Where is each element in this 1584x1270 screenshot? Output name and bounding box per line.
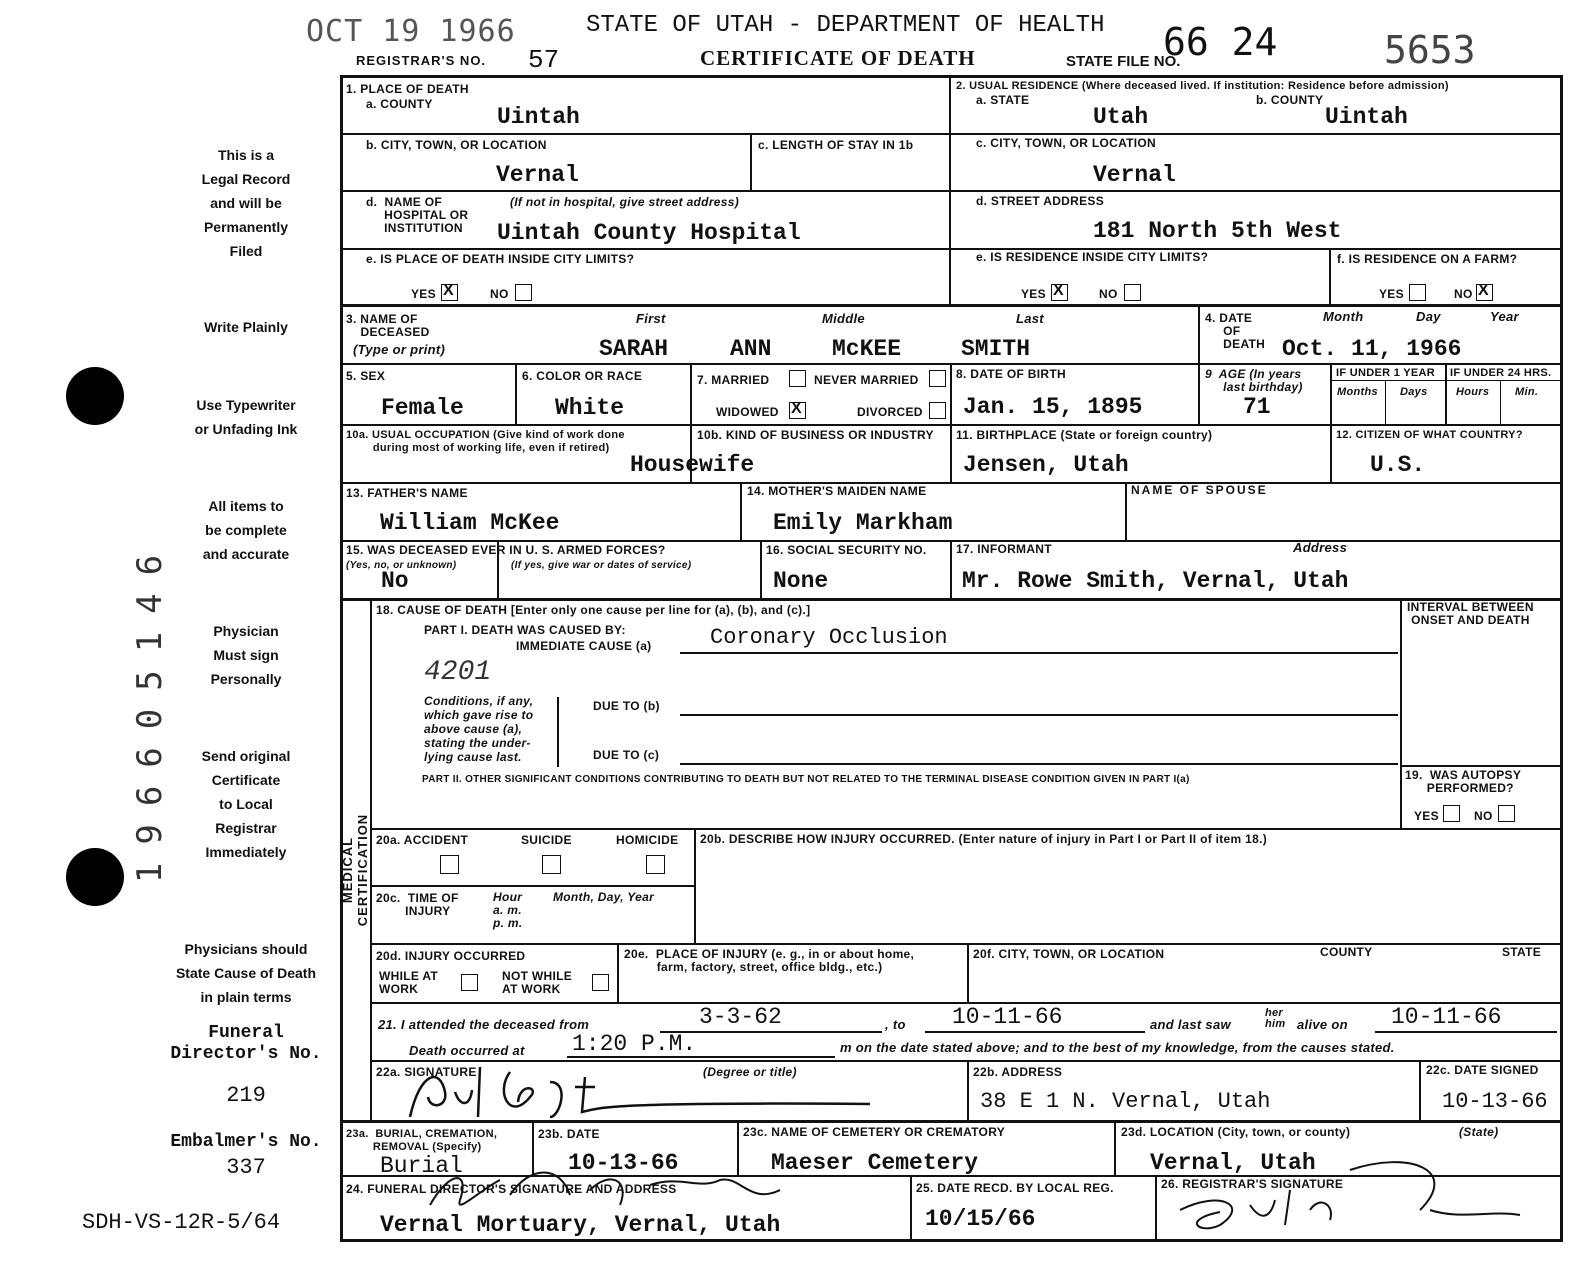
value-birthplace: Jensen, Utah [963,452,1129,478]
label-res-state: a. STATE [976,93,1030,107]
value-funeral-home: Vernal Mortuary, Vernal, Utah [380,1212,781,1238]
value-res-city: Vernal [1093,162,1176,188]
label-armed-forces: 15. WAS DECEASED EVER IN U. S. ARMED FORCES? [346,543,666,557]
label-due-b: DUE TO (b) [593,699,660,713]
value-date-recd: 10/15/66 [925,1206,1036,1232]
value-alive-on: 10-11-66 [1391,1004,1502,1030]
label-res-county: b. COUNTY [1256,93,1324,107]
value-middle-name-1: ANN [730,336,772,362]
checkbox-married[interactable] [789,370,806,387]
checkbox-never-married[interactable] [929,370,946,387]
registrar-no: 57 [528,45,560,75]
label-her-him: her him [1265,1007,1286,1030]
value-father: William McKee [380,510,560,536]
checkbox-homicide[interactable] [646,855,665,874]
value-location: Vernal, Utah [1150,1150,1316,1176]
value-dob: Jan. 15, 1895 [963,394,1143,420]
value-race: White [555,395,625,421]
label-usual-residence: 2. USUAL RESIDENCE (Where deceased lived. If institution: Residence before admission) [956,80,1449,92]
label-cemetery: 23c. NAME OF CEMETERY OR CREMATORY [743,1125,1006,1139]
label-death-occurred: Death occurred at [409,1043,525,1058]
label-day: Day [1416,309,1441,324]
label-name-deceased: 3. NAME OF DECEASED [346,312,430,339]
label-days: Days [1400,386,1428,398]
label-year: Year [1490,309,1519,324]
label-time-of-injury: 20c. TIME OF INJURY [376,891,459,918]
value-informant: Mr. Rowe Smith, Vernal, Utah [962,568,1349,594]
label-married: 7. MARRIED [697,373,770,387]
label-part2: PART II. OTHER SIGNIFICANT CONDITIONS CONTRIBUTING TO DEATH BUT NOT RELATED TO THE TERMINAL DISEASE CONDITION GIVEN IN PART I(a) [422,774,1190,785]
side-embalmer-label: Embalmer's No. [170,1132,322,1152]
label-last: Last [1016,311,1044,326]
label-armed-note-1: (Yes, no, or unknown) [346,560,457,571]
checkbox-suicide[interactable] [542,855,561,874]
state-department: STATE OF UTAH - DEPARTMENT OF HEALTH [586,12,1105,39]
label-injury-city: 20f. CITY, TOWN, OR LOCATION [973,947,1165,961]
label-father: 13. FATHER'S NAME [346,486,468,500]
side-write-plainly: Write Plainly [204,319,288,335]
label-autopsy-no: NO [1474,809,1493,823]
value-date-of-death: Oct. 11, 1966 [1282,336,1462,362]
label-autopsy: 19. WAS AUTOPSY PERFORMED? [1405,768,1522,795]
label-location: 23d. LOCATION (City, town, or county) [1121,1125,1351,1139]
side-funeral-director-no: 219 [226,1083,266,1108]
label-autopsy-yes: YES [1414,809,1439,823]
value-occupation: Housewife [630,452,755,478]
value-date-signed: 10-13-66 [1442,1089,1548,1114]
checkbox-while-at-work[interactable] [461,974,478,991]
value-ssn: None [773,568,829,594]
label-never-married: NEVER MARRIED [814,373,919,387]
value-sex: Female [381,395,464,421]
label-no-3: NO [1454,287,1473,301]
label-m-on-date: m on the date stated above; and to the best of my knowledge, from the causes stated. [840,1040,1395,1055]
label-no-1: NO [490,287,509,301]
label-not-while: NOT WHILE AT WORK [502,969,573,996]
label-yes-2: YES [1021,287,1046,301]
label-part1: PART I. DEATH WAS CAUSED BY: [424,623,626,637]
label-attended: 21. I attended the deceased from [378,1017,590,1032]
label-hours: Hours [1456,386,1490,398]
label-min: Min. [1515,386,1539,398]
label-no-2: NO [1099,287,1118,301]
label-to: , to [885,1017,906,1032]
label-city-b: b. CITY, TOWN, OR LOCATION [366,138,547,152]
label-address: Address [1293,540,1348,555]
label-medical-certification: MEDICAL CERTIFICATION [340,813,370,927]
state-file-label: STATE FILE NO. [1066,53,1181,70]
label-funeral-sig: 24. FUNERAL DIRECTOR'S SIGNATURE AND ADDRESS [346,1182,677,1196]
checkbox-res-inside-no[interactable] [1124,284,1141,301]
checkbox-farm-yes[interactable] [1409,284,1426,301]
binder-hole-bottom [66,848,124,906]
registrar-signature [1160,1150,1540,1235]
label-res-inside-limits: e. IS RESIDENCE INSIDE CITY LIMITS? [976,250,1209,264]
label-signature: 22a. SIGNATURE [376,1065,477,1079]
value-burial-date: 10-13-66 [568,1150,679,1176]
label-interval: INTERVAL BETWEEN ONSET AND DEATH [1407,600,1534,627]
checkbox-death-inside-no[interactable] [515,284,532,301]
label-injury-state: STATE [1502,945,1542,959]
value-middle-name-2: McKEE [832,336,902,362]
value-phys-address: 38 E 1 N. Vernal, Utah [980,1089,1271,1114]
value-burial: Burial [380,1153,463,1179]
side-items-complete: All items to be complete and accurate [202,498,290,562]
label-first: First [636,311,666,326]
certificate-title: CERTIFICATE OF DEATH [700,46,976,70]
label-alive-on: alive on [1297,1017,1348,1032]
label-hour: Hour a. m. p. m. [493,890,523,930]
label-hospital-note: (If not in hospital, give street address) [510,195,740,209]
value-mother: Emily Markham [773,510,953,536]
binder-hole-top [66,367,124,425]
label-age: 9 AGE (In years last birthday) [1205,367,1303,394]
label-dob: 8. DATE OF BIRTH [956,367,1066,381]
checkbox-autopsy-yes[interactable] [1443,805,1460,822]
checkbox-farm-no[interactable] [1476,284,1493,301]
label-birthplace: 11. BIRTHPLACE (State or foreign country) [956,428,1213,442]
value-county: Uintah [497,104,580,130]
label-state-paren: (State) [1459,1125,1499,1139]
checkbox-accident[interactable] [440,855,459,874]
label-place-injury: 20e. PLACE OF INJURY (e. g., in or about home, farm, factory, street, office bldg., etc.) [624,947,915,974]
checkbox-death-inside-yes[interactable] [441,284,458,301]
value-last-name: SMITH [961,336,1031,362]
label-burial-date: 23b. DATE [538,1127,600,1141]
label-homicide: HOMICIDE [616,833,679,847]
value-death-time: 1:20 P.M. [572,1031,697,1057]
label-armed-note-2: (If yes, give war or dates of service) [511,560,692,571]
value-age: 71 [1243,394,1271,420]
side-typewriter: Use Typewriter or Unfading Ink [194,397,298,437]
label-date-of-death: 4. DATE OF DEATH [1205,311,1266,351]
label-accident: 20a. ACCIDENT [376,833,469,847]
physician-signature [400,1062,880,1126]
funeral-director-signature [420,1160,840,1220]
registrar-no-label: REGISTRAR'S NO. [356,53,487,68]
label-res-farm: f. IS RESIDENCE ON A FARM? [1337,252,1518,266]
value-res-street: 181 North 5th West [1093,218,1342,244]
label-immediate: IMMEDIATE CAUSE (a) [516,639,652,653]
label-injury-occurred: 20d. INJURY OCCURRED [376,949,526,963]
label-under-24: IF UNDER 24 HRS. [1450,367,1552,379]
label-county-a: a. COUNTY [366,97,433,111]
side-physicians-should: Physicians should State Cause of Death in plain terms [175,941,317,1005]
checkbox-widowed[interactable] [789,402,806,419]
label-yes-3: YES [1379,287,1404,301]
date-stamp: OCT 19 1966 [306,14,516,49]
label-describe-injury: 20b. DESCRIBE HOW INJURY OCCURRED. (Enter nature of injury in Part I or Part II of item 18.) [700,832,1268,846]
checkbox-divorced[interactable] [929,402,946,419]
label-months: Months [1337,386,1378,398]
label-last-saw: and last saw [1150,1017,1231,1032]
side-funeral-director-label: Funeral Director's No. [170,1023,322,1064]
label-ssn: 16. SOCIAL SECURITY NO. [766,543,927,557]
value-immediate-cause: Coronary Occlusion [710,625,948,650]
label-widowed: WIDOWED [716,405,779,419]
value-code-handwritten: 4201 [424,657,492,688]
value-cemetery: Maeser Cemetery [771,1150,979,1176]
state-file-b: 5653 [1384,28,1476,72]
label-color-race: 6. COLOR OR RACE [522,369,643,383]
side-physician-sign: Physician Must sign Personally [210,623,282,687]
label-place-of-death: 1. PLACE OF DEATH [346,82,469,96]
label-date-signed: 22c. DATE SIGNED [1426,1063,1539,1077]
value-hospital: Uintah County Hospital [497,220,801,246]
label-res-street: d. STREET ADDRESS [976,194,1105,208]
label-type-or-print: (Type or print) [353,342,446,357]
label-under-1yr: IF UNDER 1 YEAR [1336,367,1436,379]
state-file-a: 66 24 [1163,20,1278,64]
label-citizen: 12. CITIZEN OF WHAT COUNTRY? [1336,429,1523,441]
label-sex: 5. SEX [346,369,386,383]
label-mother: 14. MOTHER'S MAIDEN NAME [747,484,927,498]
label-length-of-stay: c. LENGTH OF STAY IN 1b [758,138,914,152]
label-hospital: d. NAME OF HOSPITAL OR INSTITUTION [366,195,469,235]
label-middle: Middle [822,311,865,326]
label-burial: 23a. BURIAL, CREMATION, REMOVAL (Specify) [346,1128,498,1153]
side-send-original: Send original Certificate to Local Registrar Immediately [201,748,291,860]
label-occupation: 10a. USUAL OCCUPATION (Give kind of work done during most of working life, even if retired) [346,429,625,454]
value-armed: No [381,568,409,594]
label-phys-address: 22b. ADDRESS [973,1065,1063,1079]
label-injury-county: COUNTY [1320,945,1373,959]
value-citizen: U.S. [1370,452,1426,478]
value-res-state: Utah [1093,104,1149,130]
checkbox-res-inside-yes[interactable] [1051,284,1068,301]
form-code: SDH-VS-12R-5/64 [82,1210,281,1235]
label-registrar-sig: 26. REGISTRAR'S SIGNATURE [1161,1177,1344,1191]
label-yes-1: YES [411,287,436,301]
side-legal-record: This is a Legal Record and will be Permanently Filed [201,147,291,259]
checkbox-autopsy-no[interactable] [1498,805,1515,822]
value-city: Vernal [496,162,579,188]
label-while-at-work: WHILE AT WORK [379,969,439,996]
label-degree: (Degree or title) [703,1065,797,1079]
label-informant: 17. INFORMANT [956,542,1052,556]
side-embalmer-no: 337 [226,1155,266,1180]
vertical-number: 196605146 [130,536,170,884]
checkbox-not-while-at-work[interactable] [592,974,609,991]
label-suicide: SUICIDE [521,833,572,847]
label-date-recd: 25. DATE RECD. BY LOCAL REG. [916,1181,1114,1195]
label-business: 10b. KIND OF BUSINESS OR INDUSTRY [697,428,934,442]
label-spouse: NAME OF SPOUSE [1131,483,1268,497]
label-conditions: Conditions, if any, which gave rise to above cause (a), stating the under- lying cause last. [424,694,534,764]
label-divorced: DIVORCED [857,405,923,419]
value-attended-from: 3-3-62 [699,1004,782,1030]
value-attended-to: 10-11-66 [952,1004,1063,1030]
label-res-city: c. CITY, TOWN, OR LOCATION [976,136,1157,150]
label-due-c: DUE TO (c) [593,748,660,762]
label-month-day-year: Month, Day, Year [553,890,655,904]
label-cause-of-death: 18. CAUSE OF DEATH [Enter only one cause per line for (a), (b), and (c).] [376,603,811,617]
label-death-inside-limits: e. IS PLACE OF DEATH INSIDE CITY LIMITS? [366,252,635,266]
value-first-name: SARAH [599,336,669,362]
label-month: Month [1323,309,1364,324]
value-res-county: Uintah [1325,104,1408,130]
